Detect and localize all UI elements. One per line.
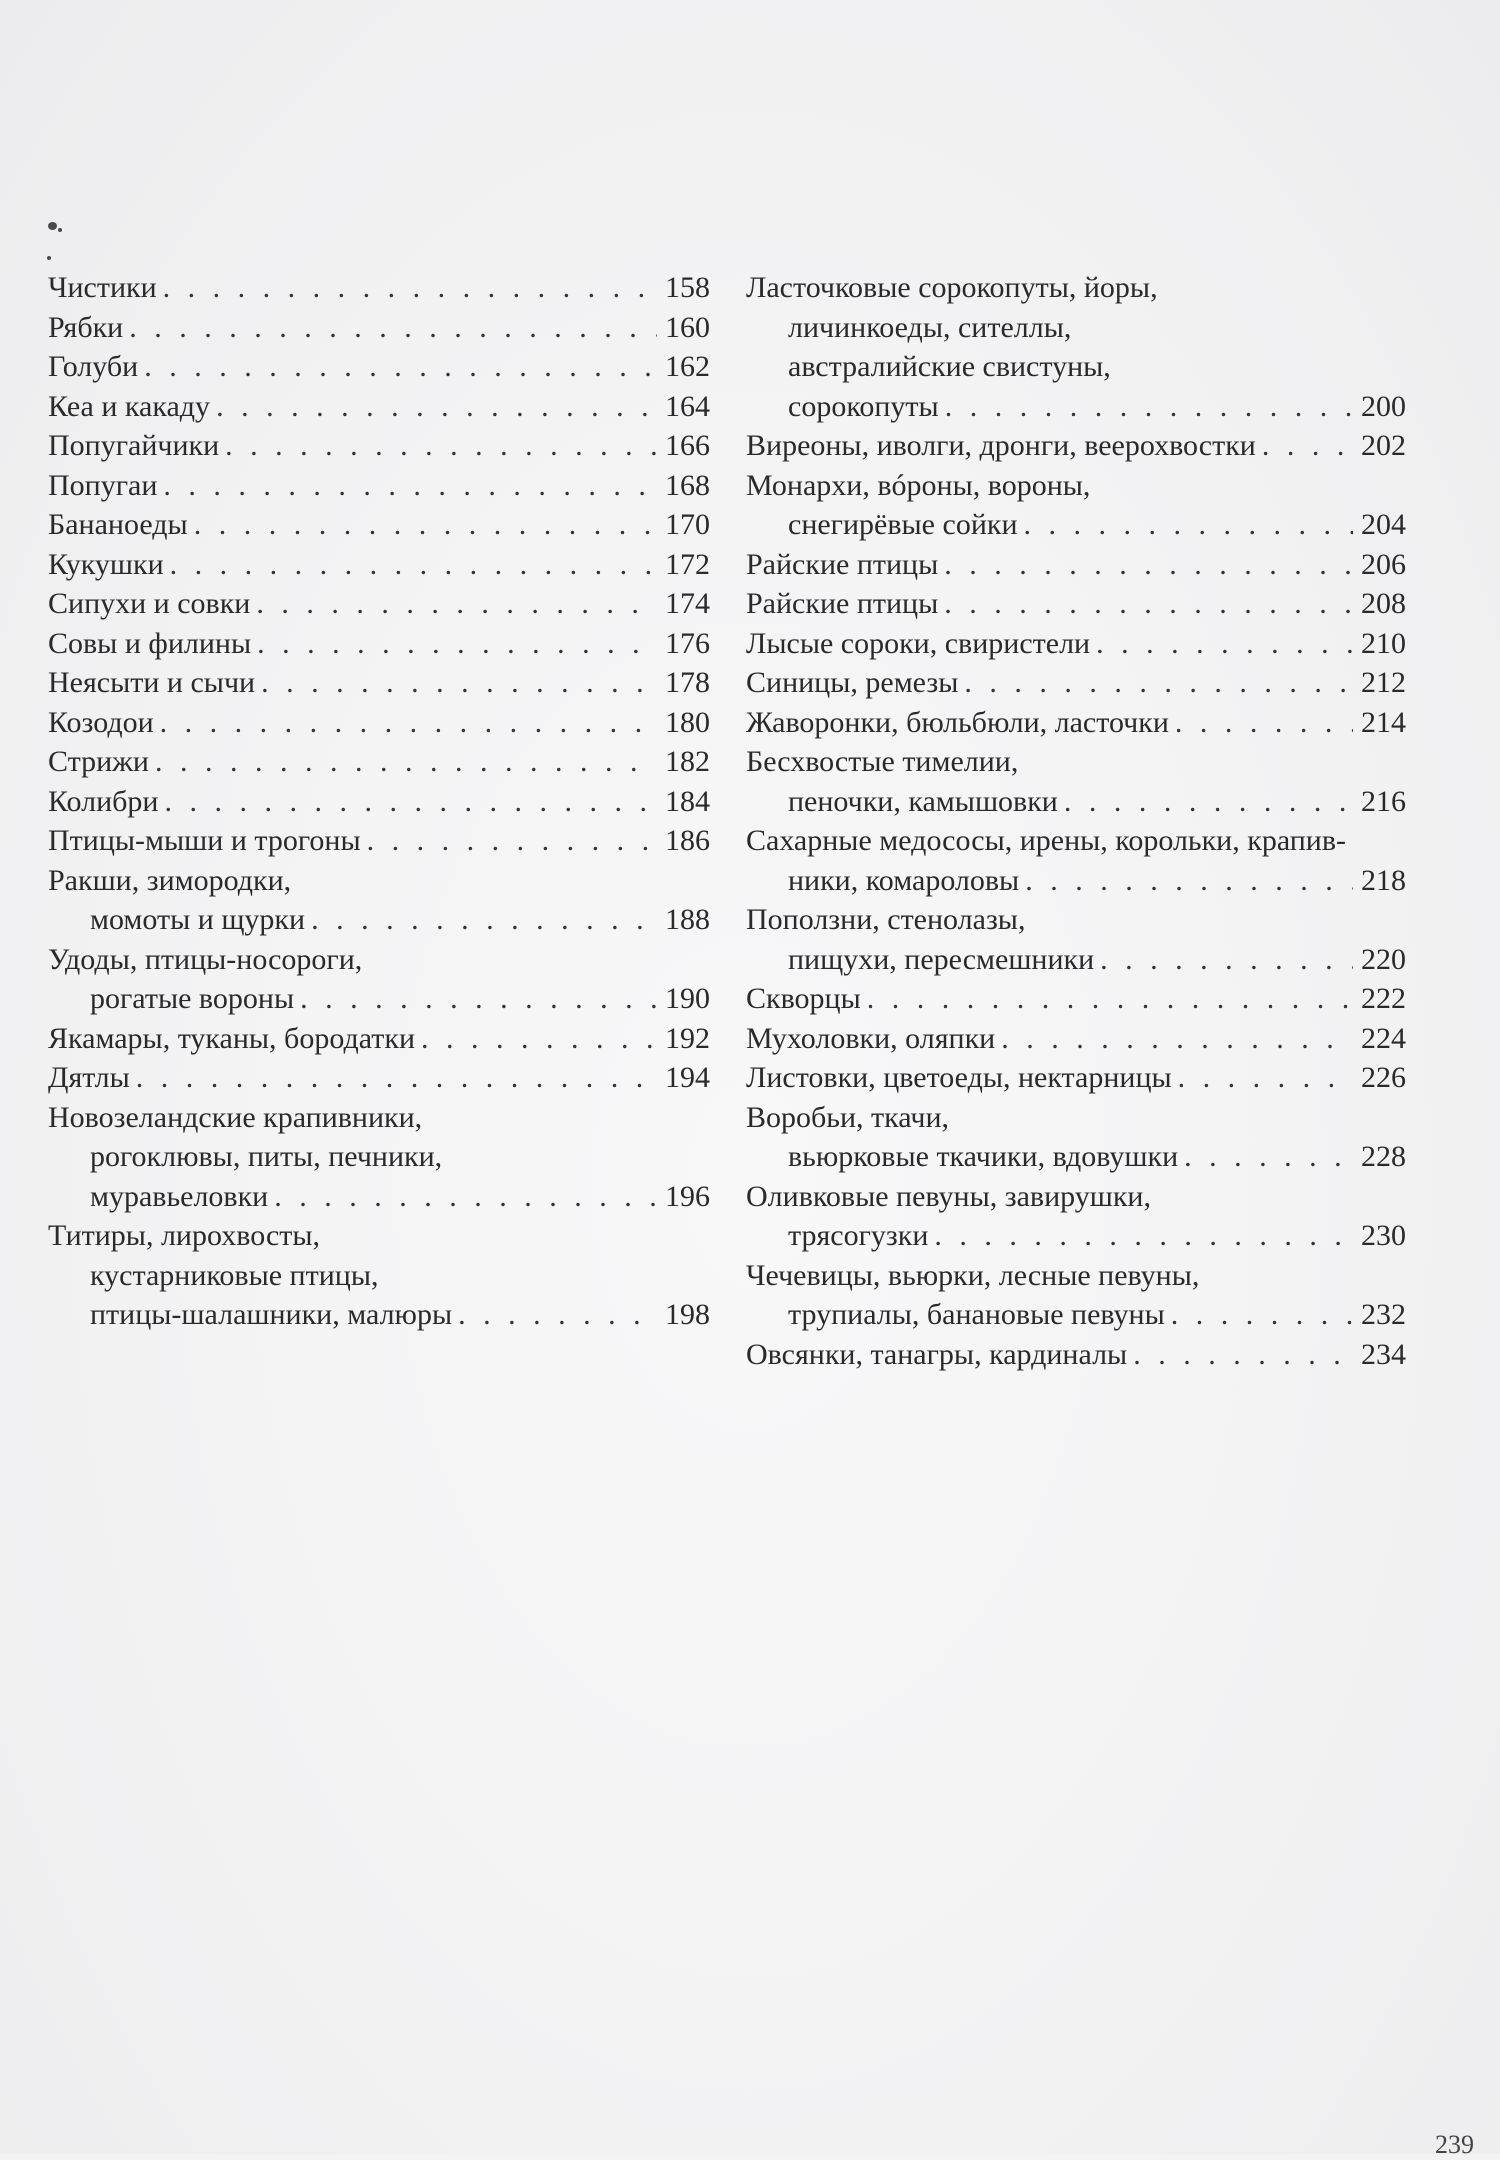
toc-entry xyxy=(746,1058,1406,1098)
toc-entry-line xyxy=(48,821,710,861)
toc-entry-title: Совы и филины xyxy=(48,626,252,660)
dot-leader xyxy=(160,703,657,743)
toc-entry-line xyxy=(48,268,710,308)
dot-leader xyxy=(311,900,657,940)
toc-entry-title: Скворцы xyxy=(746,982,861,1015)
toc-entry-line xyxy=(746,1295,1406,1335)
toc-entry-title: пеночки, камышовки xyxy=(788,784,1058,818)
toc-entry-line xyxy=(746,1177,1406,1217)
dot-leader xyxy=(867,979,1353,1019)
dot-leader xyxy=(458,1295,657,1335)
toc-entry xyxy=(48,347,710,387)
dot-leader xyxy=(155,742,657,782)
toc-entry-line xyxy=(746,900,1406,940)
toc-entry-title: пищухи, пересмешники xyxy=(788,942,1095,976)
toc-page-number: 160 xyxy=(665,310,710,344)
dot-leader xyxy=(129,308,657,348)
toc-entry-line xyxy=(746,821,1406,861)
toc-entry-title: Ласточковые сорокопуты, йоры, xyxy=(746,271,1158,304)
toc-entry-line xyxy=(48,742,710,782)
toc-entry-title: Монархи, вóроны, вороны, xyxy=(746,468,1091,502)
toc-page-number: 214 xyxy=(1361,705,1406,739)
toc-entry-title: рогатые вороны xyxy=(90,982,295,1015)
toc-entry-title: Жаворонки, бюльбюли, ласточки xyxy=(746,705,1169,739)
toc-page-number: 216 xyxy=(1361,784,1406,818)
toc-entry xyxy=(746,426,1406,466)
toc-entry-title: Удоды, птицы-носороги, xyxy=(48,942,363,976)
toc-entry xyxy=(746,268,1406,426)
toc-entry-title: муравьеловки xyxy=(90,1179,269,1213)
toc-entry-line xyxy=(48,1177,710,1217)
dot-leader xyxy=(1064,782,1353,822)
toc-entry xyxy=(746,703,1406,743)
toc-page-number: 200 xyxy=(1361,389,1406,423)
toc-page-number: 178 xyxy=(665,666,710,699)
toc-page-number: 180 xyxy=(665,705,710,739)
toc-page-number: 232 xyxy=(1361,1298,1406,1331)
toc-entry-line xyxy=(746,1335,1406,1375)
toc-entry-title: Титиры, лирохвосты, xyxy=(48,1219,321,1252)
toc-entry-line xyxy=(48,1098,710,1138)
dot-leader xyxy=(170,545,657,585)
toc-entry-line xyxy=(48,466,710,506)
toc-entry-line xyxy=(746,1098,1406,1138)
toc-entry-line xyxy=(48,861,710,901)
toc-entry-line xyxy=(48,900,710,940)
toc-entry-title: Якамары, туканы, бородатки xyxy=(48,1021,416,1055)
toc-entry-line xyxy=(746,663,1406,703)
toc-page-number: 176 xyxy=(665,626,710,660)
toc-entry xyxy=(746,742,1406,821)
toc-entry-title: Райские птицы xyxy=(746,547,939,581)
toc-page-number: 186 xyxy=(665,824,710,857)
toc-entry xyxy=(48,742,710,782)
toc-entry-line xyxy=(48,584,710,624)
toc-page-number: 224 xyxy=(1361,1021,1406,1055)
toc-entry xyxy=(48,426,710,466)
toc-page-number: 202 xyxy=(1361,429,1406,462)
toc-entry-line xyxy=(48,1256,710,1296)
toc-entry xyxy=(746,663,1406,703)
toc-page-number: 174 xyxy=(665,587,710,620)
toc-entry-line xyxy=(48,545,710,585)
dot-leader xyxy=(216,387,657,427)
toc-entry-title: Козодои xyxy=(48,705,154,739)
toc-page-number: 164 xyxy=(665,389,710,423)
toc-entry xyxy=(746,1256,1406,1335)
toc-entry-line xyxy=(48,703,710,743)
toc-entry-title: личинкоеды, сителлы, xyxy=(788,310,1072,344)
dot-leader xyxy=(136,1058,657,1098)
dot-leader xyxy=(1178,1058,1353,1098)
dot-leader xyxy=(261,663,657,703)
toc-entry-title: Рябки xyxy=(48,310,124,344)
dot-leader xyxy=(1025,861,1353,901)
toc-page-number: 182 xyxy=(665,745,710,778)
toc-entry-title: Сахарные медососы, ирены, корольки, крапив- xyxy=(746,824,1346,857)
toc-page-number: 198 xyxy=(665,1298,710,1331)
ink-speck xyxy=(48,222,57,230)
ink-speck xyxy=(58,228,62,232)
page-number: 239 xyxy=(1435,2130,1474,2159)
toc-entry-title: снегирёвые сойки xyxy=(788,508,1018,541)
toc-entry-title: Кеа и какаду xyxy=(48,389,211,423)
toc-entry-line xyxy=(48,1295,710,1335)
ink-speck xyxy=(47,256,51,260)
toc-page-number: 206 xyxy=(1361,547,1406,581)
toc-entry-title: птицы-шалашники, малюры xyxy=(90,1298,453,1331)
toc-entry-line xyxy=(746,426,1406,466)
dot-leader xyxy=(944,545,1353,585)
toc-entry-title: сорокопуты xyxy=(788,389,939,423)
dot-leader xyxy=(225,426,657,466)
dot-leader xyxy=(944,584,1353,624)
toc-entry-line xyxy=(746,505,1406,545)
toc-entry-title: Бананоеды xyxy=(48,508,188,541)
toc-entry-title: австралийские свистуны, xyxy=(788,350,1111,383)
toc-page-number: 166 xyxy=(665,429,710,462)
dot-leader xyxy=(1096,624,1353,664)
toc-entry xyxy=(48,1098,710,1217)
toc-entry-title: Оливковые певуны, завирушки, xyxy=(746,1179,1151,1213)
toc-entry-title: Попугайчики xyxy=(48,429,220,462)
toc-entry xyxy=(48,466,710,506)
toc-entry-line xyxy=(746,940,1406,980)
toc-entry-title: момоты и щурки xyxy=(90,903,306,936)
toc-entry-line xyxy=(746,861,1406,901)
toc-entry-title: Дятлы xyxy=(48,1061,130,1094)
toc-entry-line xyxy=(48,940,710,980)
toc-entry-title: Новозеландские крапивники, xyxy=(48,1100,423,1134)
toc-entry-title: Сипухи и совки xyxy=(48,587,251,620)
toc-entry xyxy=(48,861,710,940)
toc-entry-title: трясогузки xyxy=(788,1219,929,1252)
toc-entry-line xyxy=(746,742,1406,782)
toc-entry xyxy=(746,466,1406,545)
toc-entry-line xyxy=(746,979,1406,1019)
toc-page-number: 162 xyxy=(665,350,710,383)
toc-page-number: 196 xyxy=(665,1179,710,1213)
toc-entry xyxy=(746,1098,1406,1177)
dot-leader xyxy=(257,624,657,664)
toc-entry-title: Лысые сороки, свиристели xyxy=(746,626,1091,660)
toc-entry-title: Ракши, зимородки, xyxy=(48,863,292,897)
toc-entry-title: Колибри xyxy=(48,784,159,818)
dot-leader xyxy=(163,268,657,308)
toc-entry-title: Птицы-мыши и трогоны xyxy=(48,824,361,857)
toc-entry xyxy=(48,387,710,427)
toc-entry xyxy=(48,308,710,348)
toc-entry-title: рогоклювы, питы, печники, xyxy=(90,1140,443,1173)
toc-entry-line xyxy=(746,308,1406,348)
dot-leader xyxy=(1133,1335,1353,1375)
toc-entry-line xyxy=(48,782,710,822)
toc-entry xyxy=(48,663,710,703)
toc-entry xyxy=(746,584,1406,624)
dot-leader xyxy=(274,1177,657,1217)
toc-entry-title: кустарниковые птицы, xyxy=(90,1258,379,1292)
dot-leader xyxy=(144,347,657,387)
toc-page-number: 190 xyxy=(665,982,710,1015)
toc-entry-title: Поползни, стенолазы, xyxy=(746,903,1026,936)
toc-entry-line xyxy=(48,1216,710,1256)
dot-leader xyxy=(1001,1019,1353,1059)
dot-leader xyxy=(163,466,657,506)
toc-entry-line xyxy=(746,1058,1406,1098)
toc-entry-line xyxy=(48,663,710,703)
toc-entry-title: Виреоны, иволги, дронги, веерохвостки xyxy=(746,429,1256,462)
dot-leader xyxy=(367,821,657,861)
toc-column-right xyxy=(746,268,1406,1374)
toc-page-number: 194 xyxy=(665,1061,710,1094)
toc-page-number: 210 xyxy=(1361,626,1406,660)
toc-entry-line xyxy=(48,1019,710,1059)
toc-entry-line xyxy=(746,268,1406,308)
toc-entry xyxy=(48,584,710,624)
dot-leader xyxy=(1175,703,1353,743)
toc-page-number: 192 xyxy=(665,1021,710,1055)
toc-entry-title: ники, комароловы xyxy=(788,863,1020,897)
toc-entry-title: трупиалы, банановые певуны xyxy=(788,1298,1165,1331)
dot-leader xyxy=(164,782,657,822)
toc-entry xyxy=(48,703,710,743)
toc-entry-title: Стрижи xyxy=(48,745,149,778)
toc-entry-line xyxy=(746,1256,1406,1296)
toc-entry xyxy=(746,1177,1406,1256)
toc-entry-line xyxy=(746,347,1406,387)
toc-entry-line xyxy=(746,782,1406,822)
toc-entry-title: вьюрковые ткачики, вдовушки xyxy=(788,1140,1179,1173)
dot-leader xyxy=(1262,426,1353,466)
toc-entry xyxy=(48,1216,710,1335)
dot-leader xyxy=(300,979,657,1019)
toc-entry-title: Неясыти и сычи xyxy=(48,666,256,699)
toc-page-number: 218 xyxy=(1361,863,1406,897)
dot-leader xyxy=(194,505,657,545)
dot-leader xyxy=(1171,1295,1353,1335)
toc-entry xyxy=(48,1019,710,1059)
dot-leader xyxy=(256,584,657,624)
toc-entry-line xyxy=(48,347,710,387)
toc-entry-line xyxy=(746,387,1406,427)
toc-entry-title: Бесхвостые тимелии, xyxy=(746,745,1019,778)
dot-leader xyxy=(421,1019,657,1059)
toc-entry-line xyxy=(48,1137,710,1177)
toc-entry xyxy=(48,624,710,664)
toc-page-number: 234 xyxy=(1361,1337,1406,1371)
toc-entry-title: Воробьи, ткачи, xyxy=(746,1100,949,1134)
toc-entry-line xyxy=(48,426,710,466)
toc-entry xyxy=(746,821,1406,900)
toc-entry-title: Мухоловки, оляпки xyxy=(746,1021,996,1055)
toc-entry xyxy=(48,940,710,1019)
toc-entry xyxy=(746,979,1406,1019)
toc-entry xyxy=(48,782,710,822)
toc-page-number: 172 xyxy=(665,547,710,581)
dot-leader xyxy=(1184,1137,1353,1177)
toc-page-number: 170 xyxy=(665,508,710,541)
toc-entry-line xyxy=(746,703,1406,743)
dot-leader xyxy=(945,387,1353,427)
toc-page-number: 168 xyxy=(665,468,710,502)
toc-entry-line xyxy=(746,1019,1406,1059)
toc-entry xyxy=(48,545,710,585)
toc-entry-line xyxy=(746,624,1406,664)
toc-entry-title: Чистики xyxy=(48,271,157,304)
toc-entry xyxy=(48,821,710,861)
toc-entry-title: Кукушки xyxy=(48,547,164,581)
toc-entry xyxy=(746,1335,1406,1375)
toc-entry-line xyxy=(48,505,710,545)
dot-leader xyxy=(934,1216,1353,1256)
dot-leader xyxy=(1100,940,1353,980)
toc-entry-line xyxy=(48,979,710,1019)
toc-entry-line xyxy=(746,1216,1406,1256)
toc-entry xyxy=(746,624,1406,664)
toc-page-number: 226 xyxy=(1361,1061,1406,1094)
toc-entry-title: Листовки, цветоеды, нектарницы xyxy=(746,1061,1172,1094)
toc-page-number: 158 xyxy=(665,271,710,304)
toc-page-number: 220 xyxy=(1361,942,1406,976)
dot-leader xyxy=(1024,505,1354,545)
toc-column-left xyxy=(48,268,710,1335)
toc-entry-line xyxy=(48,624,710,664)
toc-page-number: 228 xyxy=(1361,1140,1406,1173)
toc-page-number: 204 xyxy=(1361,508,1406,541)
toc-entry xyxy=(48,1058,710,1098)
toc-entry-title: Овсянки, танагры, кардиналы xyxy=(746,1337,1128,1371)
toc-entry-title: Чечевицы, вьюрки, лесные певуны, xyxy=(746,1258,1200,1292)
toc-page-number: 188 xyxy=(665,903,710,936)
toc-entry-title: Голуби xyxy=(48,350,139,383)
toc-page-number: 230 xyxy=(1361,1219,1406,1252)
toc-entry-title: Попугаи xyxy=(48,468,158,502)
toc-page-number: 184 xyxy=(665,784,710,818)
toc-page-number: 222 xyxy=(1361,982,1406,1015)
toc-entry-line xyxy=(48,387,710,427)
toc-entry xyxy=(48,268,710,308)
toc-entry-line xyxy=(746,584,1406,624)
dot-leader xyxy=(964,663,1353,703)
toc-page-number: 208 xyxy=(1361,587,1406,620)
toc-entry-line xyxy=(746,545,1406,585)
toc-entry-line xyxy=(746,466,1406,506)
toc-entry-line xyxy=(48,1058,710,1098)
toc-entry-title: Синицы, ремезы xyxy=(746,666,959,699)
toc-entry-line xyxy=(746,1137,1406,1177)
toc-entry xyxy=(746,900,1406,979)
toc-entry-line xyxy=(48,308,710,348)
toc-entry-title: Райские птицы xyxy=(746,587,939,620)
toc-entry xyxy=(746,1019,1406,1059)
toc-page-number: 212 xyxy=(1361,666,1406,699)
toc-entry xyxy=(746,545,1406,585)
toc-entry xyxy=(48,505,710,545)
